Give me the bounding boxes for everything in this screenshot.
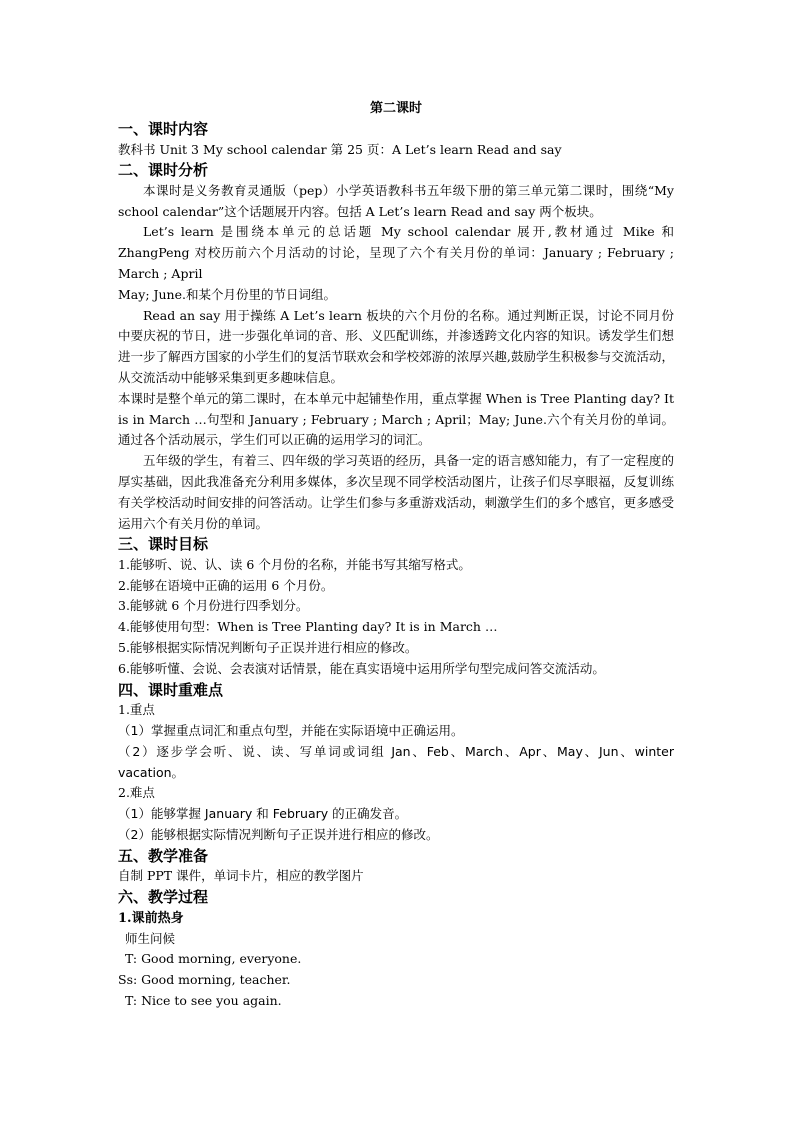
analysis-paragraph-3: Read an say 用于操练 A Let’s learn 板块的六个月份的名称。通过判断正误，讨论不同月份中要庆祝的节日，进一步强化单词的音、形、义匹配训练，并渗透跨文化内容的知识。诱发学生们想进一步了解西方国家的小学生们的复活节联欢会和学校郊游的浓厚兴趣,鼓励学生积极参与交流活动，从交流活动中能够采集到更多趣味信息。 <box>118 307 674 385</box>
objective-item: 2.能够在语境中正确的运用 6 个月份。 <box>118 577 334 593</box>
section-heading-content: 一、课时内容 <box>118 120 209 138</box>
process-line: T: Good morning, everyone. <box>125 951 302 967</box>
objective-item: 3.能够就 6 个月份进行四季划分。 <box>118 598 309 614</box>
analysis-paragraph-4: 本课时是整个单元的第二课时，在本单元中起铺垫作用，重点掌握 When is Tree Planting day? It is in March …句型和 January ; February ; March ; April；May; June.六个有关月份的单词。通过各个活动展示，学生们可以正确的运用学习的词汇。 <box>118 390 674 448</box>
key-point-item: （2）逐步学会听、说、读、写单词或词组 Jan、Feb、March、Apr、May、Jun、winter vacation。 <box>118 743 674 780</box>
analysis-paragraph-2b: May; June.和某个月份里的节日词组。 <box>118 286 336 302</box>
section-heading-key-points: 四、课时重难点 <box>118 680 224 699</box>
document-page <box>118 96 674 1012</box>
objective-item: 4.能够使用句型：When is Tree Planting day? It is in March … <box>118 619 498 635</box>
analysis-paragraph-1: 本课时是义务教育灵通版（pep）小学英语教科书五年级下册的第三单元第二课时，围绕“My school calendar”这个话题展开内容。包括 A Let’s learn Read and say 两个板块。 <box>118 182 674 219</box>
section-heading-process: 六、教学过程 <box>118 888 209 906</box>
process-line: Ss: Good morning, teacher. <box>118 972 291 988</box>
section-heading-analysis: 二、课时分析 <box>118 161 209 180</box>
preparation-text: 自制 PPT 课件，单词卡片，相应的教学图片 <box>118 868 364 884</box>
objective-item: 5.能够根据实际情况判断句子正误并进行相应的修改。 <box>118 640 418 656</box>
objective-item: 1.能够听、说、认、读 6 个月份的名称，并能书写其缩写格式。 <box>118 556 471 572</box>
process-subheading-warmup: 1.课前热身 <box>118 910 184 926</box>
difficulty-label: 2.难点 <box>118 785 155 801</box>
key-points-label: 1.重点 <box>118 702 155 718</box>
difficulty-item: （1）能够掌握 January 和 February 的正确发音。 <box>118 806 408 822</box>
section-heading-preparation: 五、教学准备 <box>118 846 209 865</box>
analysis-paragraph-5: 五年级的学生，有着三、四年级的学习英语的经历，具备一定的语言感知能力，有了一定程度的厚实基础，因此我准备充分利用多媒体，多次呈现不同学校活动图片，让孩子们尽享眼福，反复训练有关学校活动时间安排的问答活动。让学生们参与多重游戏活动，刺激学生们的多个感官，更多感受运用六个有关月份的单词。 <box>118 453 674 531</box>
document-title: 第二课时 <box>369 101 422 116</box>
analysis-paragraph-2a: Let’s learn 是围绕本单元的总话题 My school calendar 展开,教材通过 Mike 和 ZhangPeng 对校历前六个月活动的讨论，呈现了六个有关月份的单词：January ; February ; March ; April <box>118 224 674 281</box>
process-line: 师生问候 <box>125 930 176 946</box>
section-heading-objectives: 三、课时目标 <box>118 535 209 554</box>
section-content-text: 教科书 Unit 3 My school calendar 第 25 页：A Let’s learn Read and say <box>118 141 562 157</box>
objective-item: 6.能够听懂、会说、会表演对话情景，能在真实语境中运用所学句型完成问答交流活动。 <box>118 660 605 676</box>
difficulty-item: （2）能够根据实际情况判断句子正误并进行相应的修改。 <box>118 826 439 842</box>
process-line: T: Nice to see you again. <box>125 992 282 1008</box>
key-point-item: （1）掌握重点词汇和重点句型，并能在实际语境中正确运用。 <box>118 722 464 738</box>
